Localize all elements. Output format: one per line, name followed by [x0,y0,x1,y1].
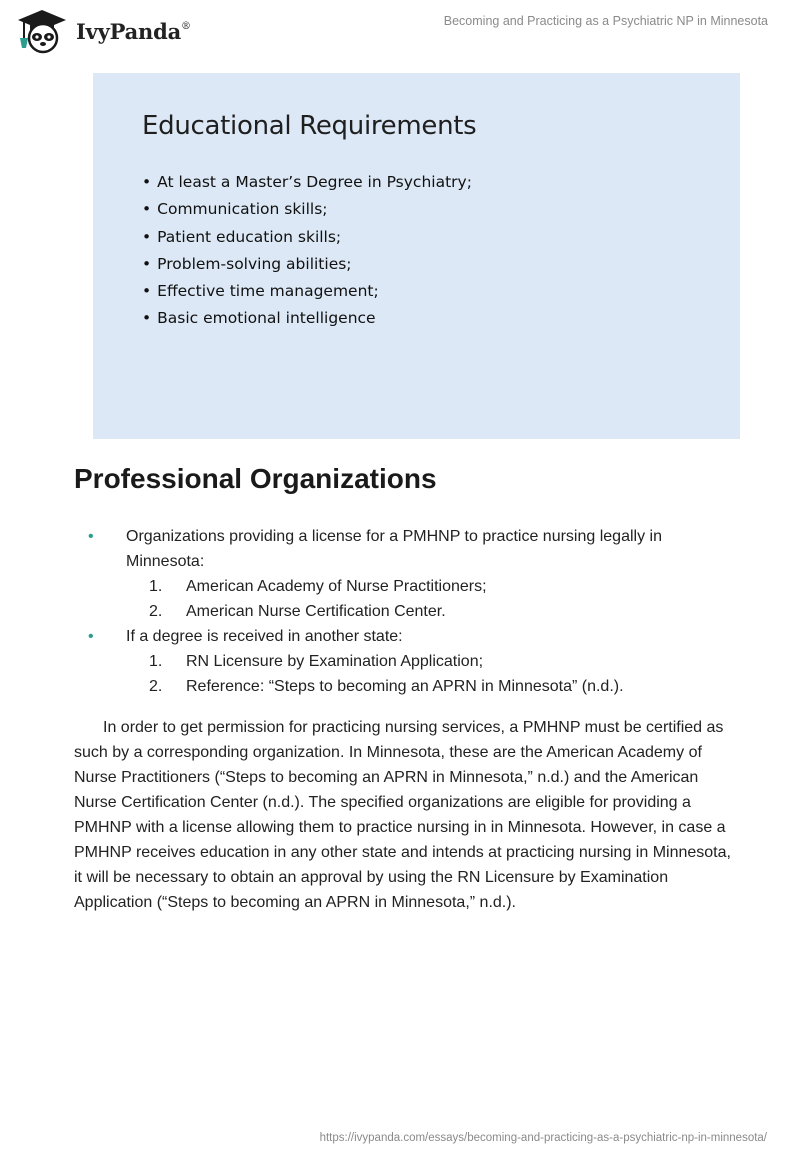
document-title: Becoming and Practicing as a Psychiatric NP in Minnesota [443,14,768,28]
slide-list-item: • Patient education skills; [142,227,342,246]
brand-logo[interactable] [16,8,191,54]
section-heading: Professional Organizations [74,463,437,494]
brand-name: IvyPanda® [76,18,191,44]
numbered-item: 2. Reference: “Steps to becoming an APRN in Minnesota” (n.d.). [149,678,624,695]
slide-list-item: • Effective time management; [142,282,379,301]
registered-mark: ® [181,20,191,32]
numbered-item: 1. RN Licensure by Examination Application; [149,653,484,670]
page-header [0,0,800,60]
slide-title: Educational Requirements [142,111,477,141]
numbered-item: 1. American Academy of Nurse Practitioners; [149,578,487,595]
slide-list-item: • Problem-solving abilities; [142,254,352,273]
source-url[interactable]: https://ivypanda.com/essays/becoming-and-practicing-as-a-psychiatric-np-in-minnesota/ [319,1132,767,1144]
list-item: • If a degree is received in another state: [74,624,734,649]
bullet-dot: • [88,528,94,545]
body-paragraph: In order to get permission for practicing nursing services, a PMHNP must be certified as such by a corresponding organization. In Minnesota, these are the American Academy of Nurse Practitioners (“Steps to becoming an APRN in Minnesota,” n.d.) and the American Nurse Certification Center (n.d.). The specified organizations are eligible for providing a PMHNP with a license allowing them to practice nursing in in Minnesota. However, in case a PMHNP receives education in any other state and intends at practicing nursing in Minnesota, it will be necessary to obtain an approval by using the RN Licensure by Examination Application (“Steps to becoming an APRN in Minnesota,” n.d.). [74,719,731,911]
slide-image [93,73,740,439]
list-item: • Organizations providing a license for a PMHNP to practice nursing legally in Minnesota: [74,524,734,574]
numbered-item: 2. American Nurse Certification Center. [149,603,446,620]
slide-list-item: • Basic emotional intelligence [142,309,376,328]
organization-list [74,524,734,699]
slide-list-item: • At least a Master’s Degree in Psychiatry; [142,173,472,191]
slide-list-item: • Communication skills; [142,200,328,219]
bullet-dot: • [88,628,94,645]
slide-bullet-list [142,171,472,335]
panda-graduate-icon [16,8,68,54]
